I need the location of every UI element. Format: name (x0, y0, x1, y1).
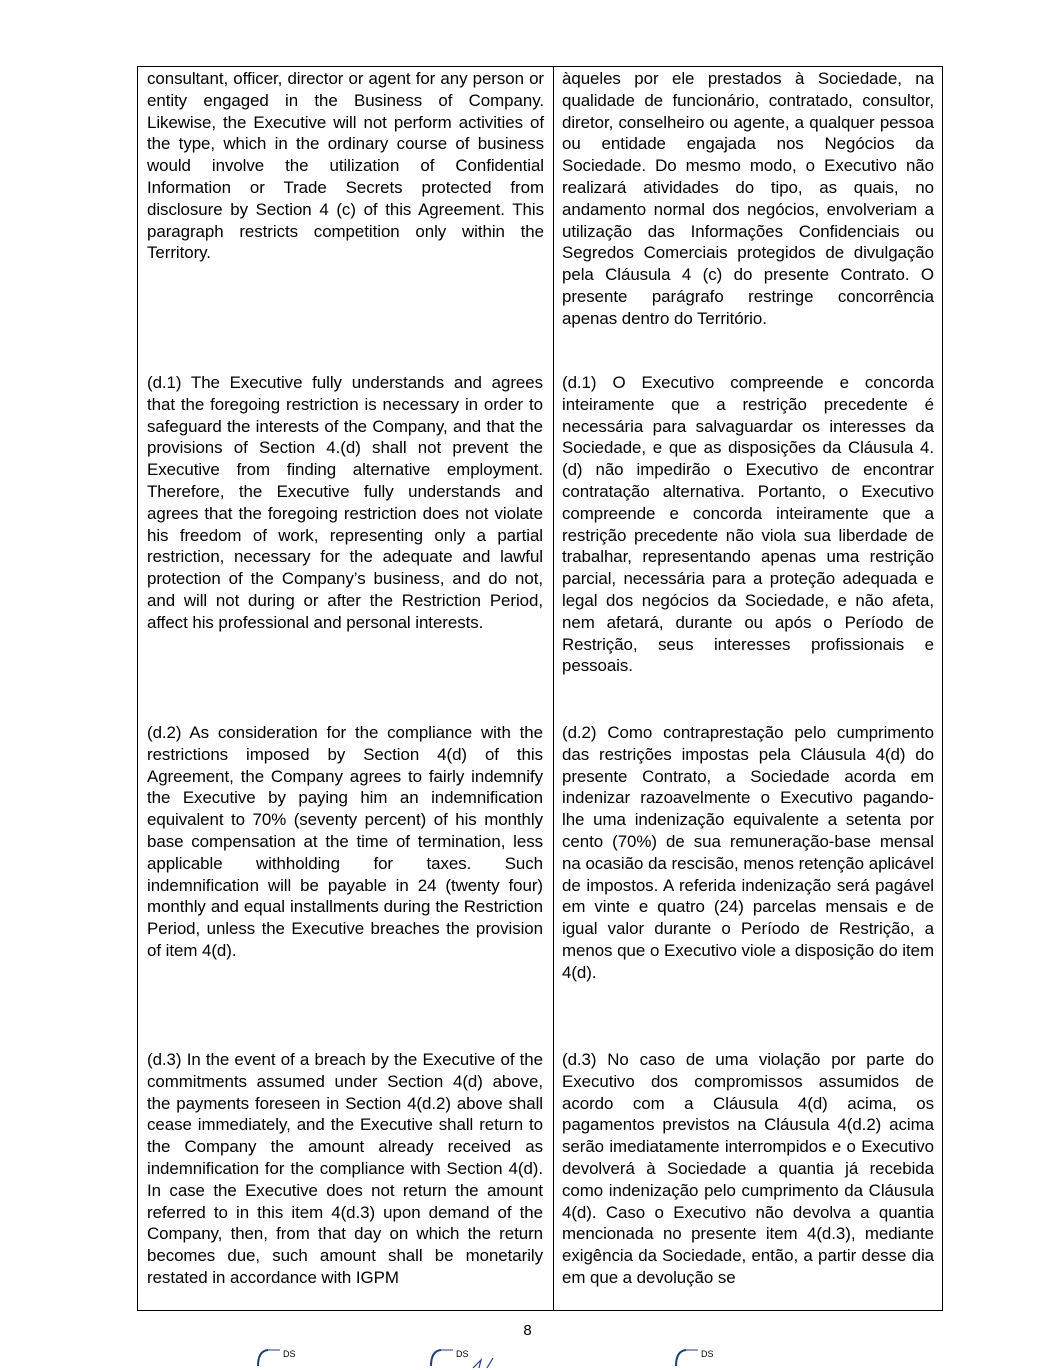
handwritten-initials-icon (473, 1358, 493, 1368)
english-paragraph-d1: (d.1) The Executive fully understands and agrees that the foregoing restriction is necessary in order to safeguard the interests of the Company, and that the provisions of Section 4.(d) shall not prevent the Executive from finding alternative employment. Therefore, the Executive fully understands and agrees that the foregoing restriction does not violate his freedom of work, representing only a partial restriction, necessary for the adequate and lawful protection of the Company’s business, and do not, and will not during or after the Restriction Period, affect his professional and personal interests. (147, 373, 543, 632)
portuguese-paragraph-d3: (d.3) No caso de uma violação por parte do Executivo dos compromissos assumidos de acordo com a Cláusula 4(d) acima, os pagamentos previstos na Cláusula 4(d.2) acima serão imediatamente interrompidos e o Executivo devolverá à Sociedade a quantia já recebida como indenização pelo cumprimento da Cláusula 4(d). Caso o Executivo não devolva a quantia mencionada no presente item 4(d.3), mediante exigência da Sociedade, então, a partir desse dia em que a devolução se (562, 1050, 934, 1287)
ds-label-1: DS (283, 1349, 296, 1359)
portuguese-paragraph-d2: (d.2) Como contraprestação pelo cumprimento das restrições impostas pela Cláusula 4(d) do presente Contrato, a Sociedade acorda em indenizar razoavelmente o Executivo pagando-lhe uma indenização equivalente a setenta por cento (70%) de sua remuneração-base mensal na ocasião da rescisão, menos retenção aplicável de impostos. A referida indenização será pagável em vinte e quatro (24) parcelas mensais e de igual valor durante o Período de Restrição, a menos que o Executivo viole a disposição do item 4(d). (562, 723, 934, 982)
english-paragraph-d2: (d.2) As consideration for the compliance with the restrictions imposed by Section 4(d) of this Agreement, the Company agrees to fairly indemnify the Executive by paying him an indemnification equivalent to 70% (seventy percent) of his monthly base compensation at the time of termination, less applicable withholding for taxes. Such indemnification will be payable in 24 (twenty four) monthly and equal installments during the Restriction Period, unless the Executive breaches the provision of item 4(d). (147, 723, 543, 960)
english-paragraph-continuation: consultant, officer, director or agent for any person or entity engaged in the Business of Company. Likewise, the Executive will not perform activities of the type, which in the ordinary course of business would involve the utilization of Confidential Information or Trade Secrets protected from disclosure by Section 4 (c) of this Agreement. This paragraph restricts competition only within the Territory. (147, 69, 544, 263)
ds-label-3: DS (701, 1349, 714, 1359)
english-column (138, 67, 554, 1310)
page-number: 8 (523, 1322, 532, 1339)
bilingual-contract-table (137, 66, 943, 1311)
docusign-initial-mark-3 (674, 1346, 734, 1370)
docusign-initial-mark-1 (256, 1346, 316, 1370)
ds-label-2: DS (456, 1349, 469, 1359)
docusign-initial-mark-2 (429, 1346, 489, 1370)
portuguese-paragraph-continuation: àqueles por ele prestados à Sociedade, na qualidade de funcionário, contratado, consultor, diretor, conselheiro ou agente, a qualquer pessoa ou entidade engajada nos Negócios da Sociedade. Do mesmo modo, o Executivo não realizará atividades do tipo, as quais, no andamento normal dos negócios, envolveriam a utilização das Informações Confidenciais ou Segredos Comerciais protegidos de divulgação pela Cláusula 4 (c) do presente Contrato. O presente parágrafo restringe concorrência apenas dentro do Território. (562, 69, 934, 328)
portuguese-column (554, 67, 942, 1310)
portuguese-paragraph-d1: (d.1) O Executivo compreende e concorda inteiramente que a restrição precedente é necessária para salvaguardar os interesses da Sociedade, e que as disposições da Cláusula 4.(d) não impedirão o Executivo de encontrar contratação alternativa. Portanto, o Executivo compreende e concorda inteiramente que a restrição precedente não viola sua liberdade de trabalhar, representando apenas uma restrição parcial, necessária para a proteção adequada e legal dos negócios da Sociedade, e não afeta, nem afetará, durante ou após o Período de Restrição, seus interesses profissionais e pessoais. (562, 373, 934, 676)
english-paragraph-d3: (d.3) In the event of a breach by the Executive of the commitments assumed under Section 4(d) above, the payments foreseen in Section 4(d.2) above shall cease immediately, and the Executive shall return to the Company the amount already received as indemnification for the compliance with Section 4(d). In case the Executive does not return the amount referred to in this item 4(d.3) upon demand of the Company, then, from that day on which the return becomes due, such amount shall be monetarily restated in accordance with IGPM (147, 1050, 543, 1287)
